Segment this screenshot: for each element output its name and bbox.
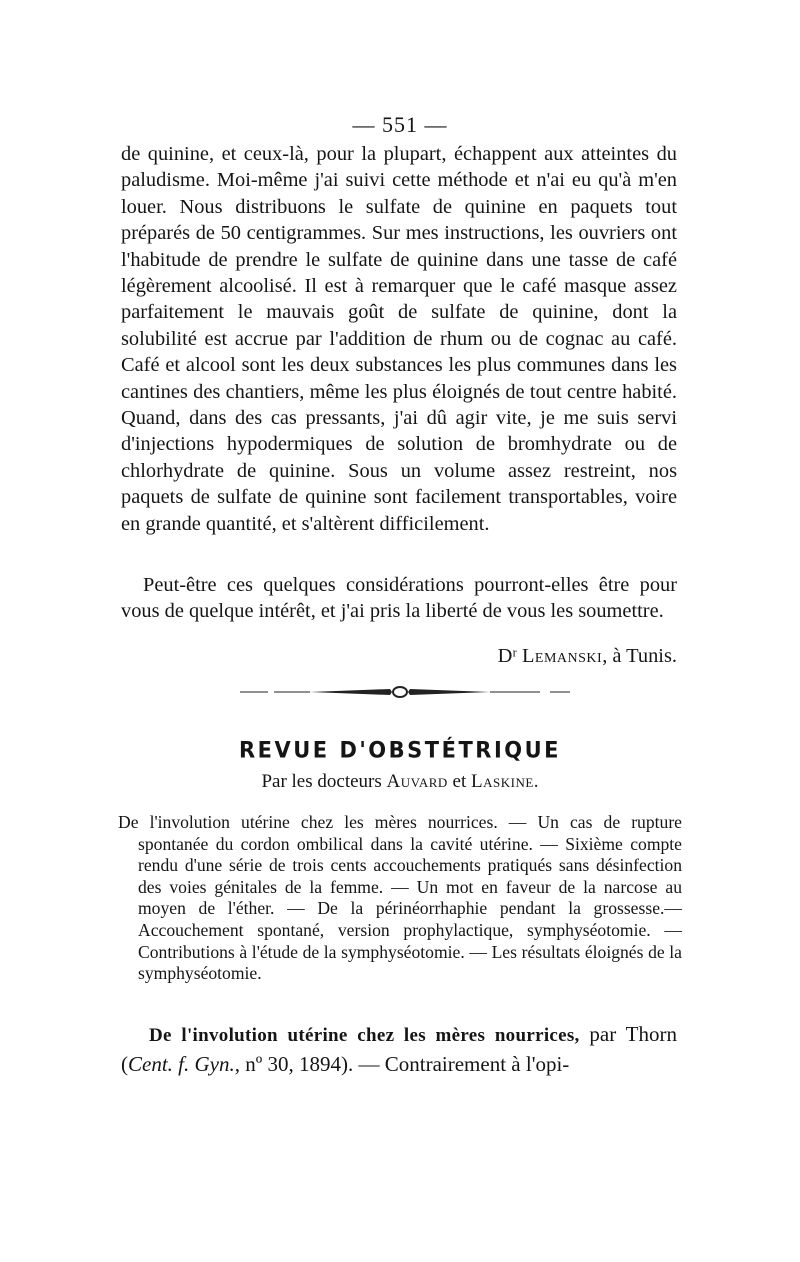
signature-title: Dʳ: [497, 645, 517, 667]
authors-conj: et: [452, 771, 467, 792]
authors-suffix: .: [533, 771, 539, 792]
signature-name: Lemanski: [521, 645, 603, 667]
letter-paragraph-2: Peut-être ces quelques considérations pourront-elles être pour vous de quelque intérêt, et j'ai pris la liberté de vous les soumettre.: [121, 574, 677, 623]
section-title: REVUE D'OBSTÉTRIQUE: [238, 737, 562, 763]
article-ref: , nº 30, 1894). — Contrairement à l'opi-: [234, 1052, 570, 1076]
page-number: — 551 —: [352, 112, 448, 137]
signature: [121, 645, 677, 668]
author-2: Laskine: [471, 771, 534, 792]
author-1: Auvard: [386, 771, 448, 792]
article-journal: Cent. f. Gyn.: [128, 1052, 235, 1076]
authors-prefix: Par les docteurs: [261, 771, 382, 792]
article-lead-title: De l'involution utérine chez les mères nourrices,: [149, 1025, 580, 1046]
section-summary: De l'involution utérine chez les mères nourrices. — Un cas de rupture spontanée du cordon ombilical dans la cavité utérine. — Sixième compte rendu d'une série de trois cents accouchements pratiqués sans désinfection des voies génitales de la femme. — Un mot en faveur de la narcose au moyen de l'éther. — De la périnéorrhaphie pendant la grossesse.— Accouchement spontané, version prophylactique, symphyséotomie. — Contributions à l'étude de la symphyséotomie. — Les résultats éloignés de la symphyséotomie.: [118, 812, 682, 984]
section-authors: [0, 771, 800, 793]
article-by: par Thorn (: [121, 1022, 677, 1076]
ornamental-divider: [240, 684, 570, 700]
letter-paragraph-1: de quinine, et ceux-là, pour la plupart, échappent aux atteintes du paludisme. Moi-même j'ai suivi cette méthode et n'ai eu qu'à m'en louer. Nous distribuons le sulfate de quinine en paquets tout préparés de 50 centigrammes. Sur mes instructions, les ouvriers ont l'habitude de prendre le sulfate de quinine dans une tasse de café légèrement alcoolisé. Il est à remarquer que le café masque assez parfaitement le mauvais goût de sulfate de quinine, dont la solubilité est accrue par l'addition de rhum ou de cognac au café. Café et alcool sont les deux substances les plus communes dans les cantines des chantiers, même les plus éloignés de tout centre habité. Quand, dans des cas pressants, j'ai dû agir vite, je me suis servi d'injections hypodermiques de solution de bromhydrate ou de chlorhydrate de quinine. Sous un volume assez restreint, nos paquets de sulfate de quinine sont facilement transportables, voire en grande quantité, et s'altèrent difficilement.: [121, 143, 677, 535]
article-paragraph: [121, 1020, 677, 1078]
signature-place: , à Tunis.: [602, 645, 677, 667]
